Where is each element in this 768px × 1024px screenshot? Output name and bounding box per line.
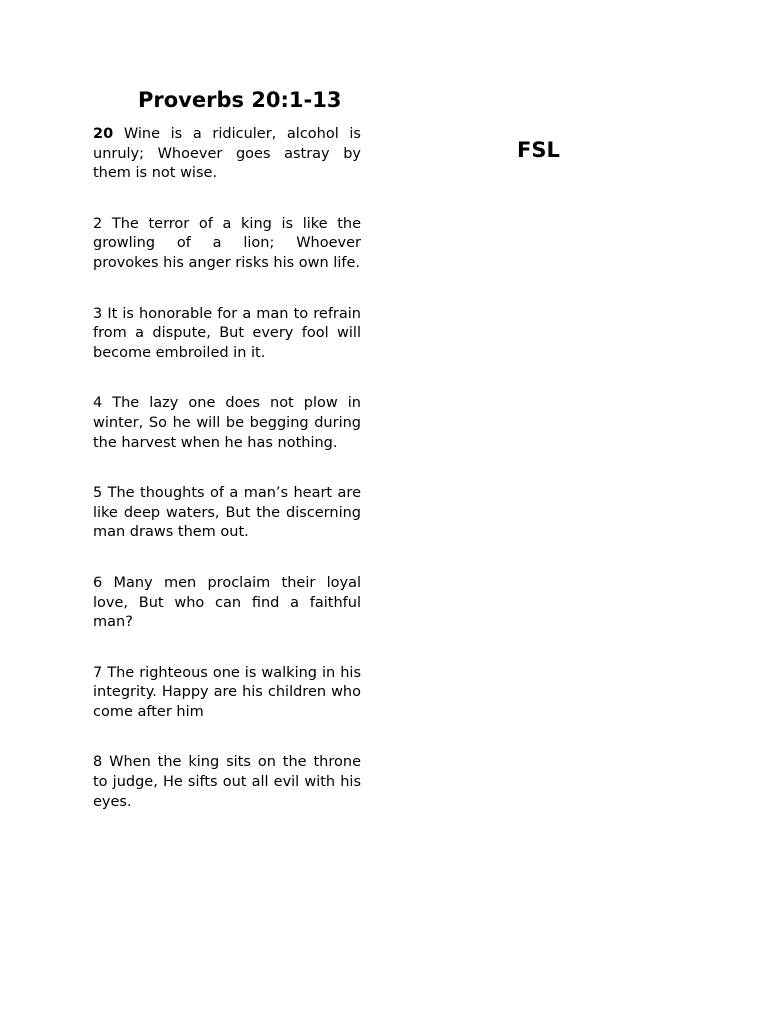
verse-text: Wine is a ridiculer, alcohol is unruly; Whoever goes astray by them is not wise. [93, 126, 361, 182]
page-title: Proverbs 20:1-13 [138, 88, 342, 112]
verse-6: 6 Many men proclaim their loyal love, But who can find a faithful man? [93, 574, 361, 631]
verse-8: 8 When the king sits on the throne to judge, He sifts out all evil with his eyes. [93, 754, 361, 810]
verse-column [93, 86, 361, 843]
verse-2: 2 The terror of a king is like the growling of a lion; Whoever provokes his anger risks his own life. [93, 215, 361, 271]
chapter-number: 20 [93, 126, 114, 142]
verse-3: 3 It is honorable for a man to refrain from a dispute, But every fool will become embroiled in it. [93, 305, 361, 361]
verse-1 [93, 125, 361, 184]
side-label: FSL [517, 138, 560, 162]
verse-4: 4 The lazy one does not plow in winter, So he will be begging during the harvest when he has nothing. [93, 395, 361, 451]
verse-5: 5 The thoughts of a man’s heart are like deep waters, But the discerning man draws them out. [93, 485, 361, 541]
verse-7: 7 The righteous one is walking in his integrity. Happy are his children who come after him [93, 664, 361, 720]
